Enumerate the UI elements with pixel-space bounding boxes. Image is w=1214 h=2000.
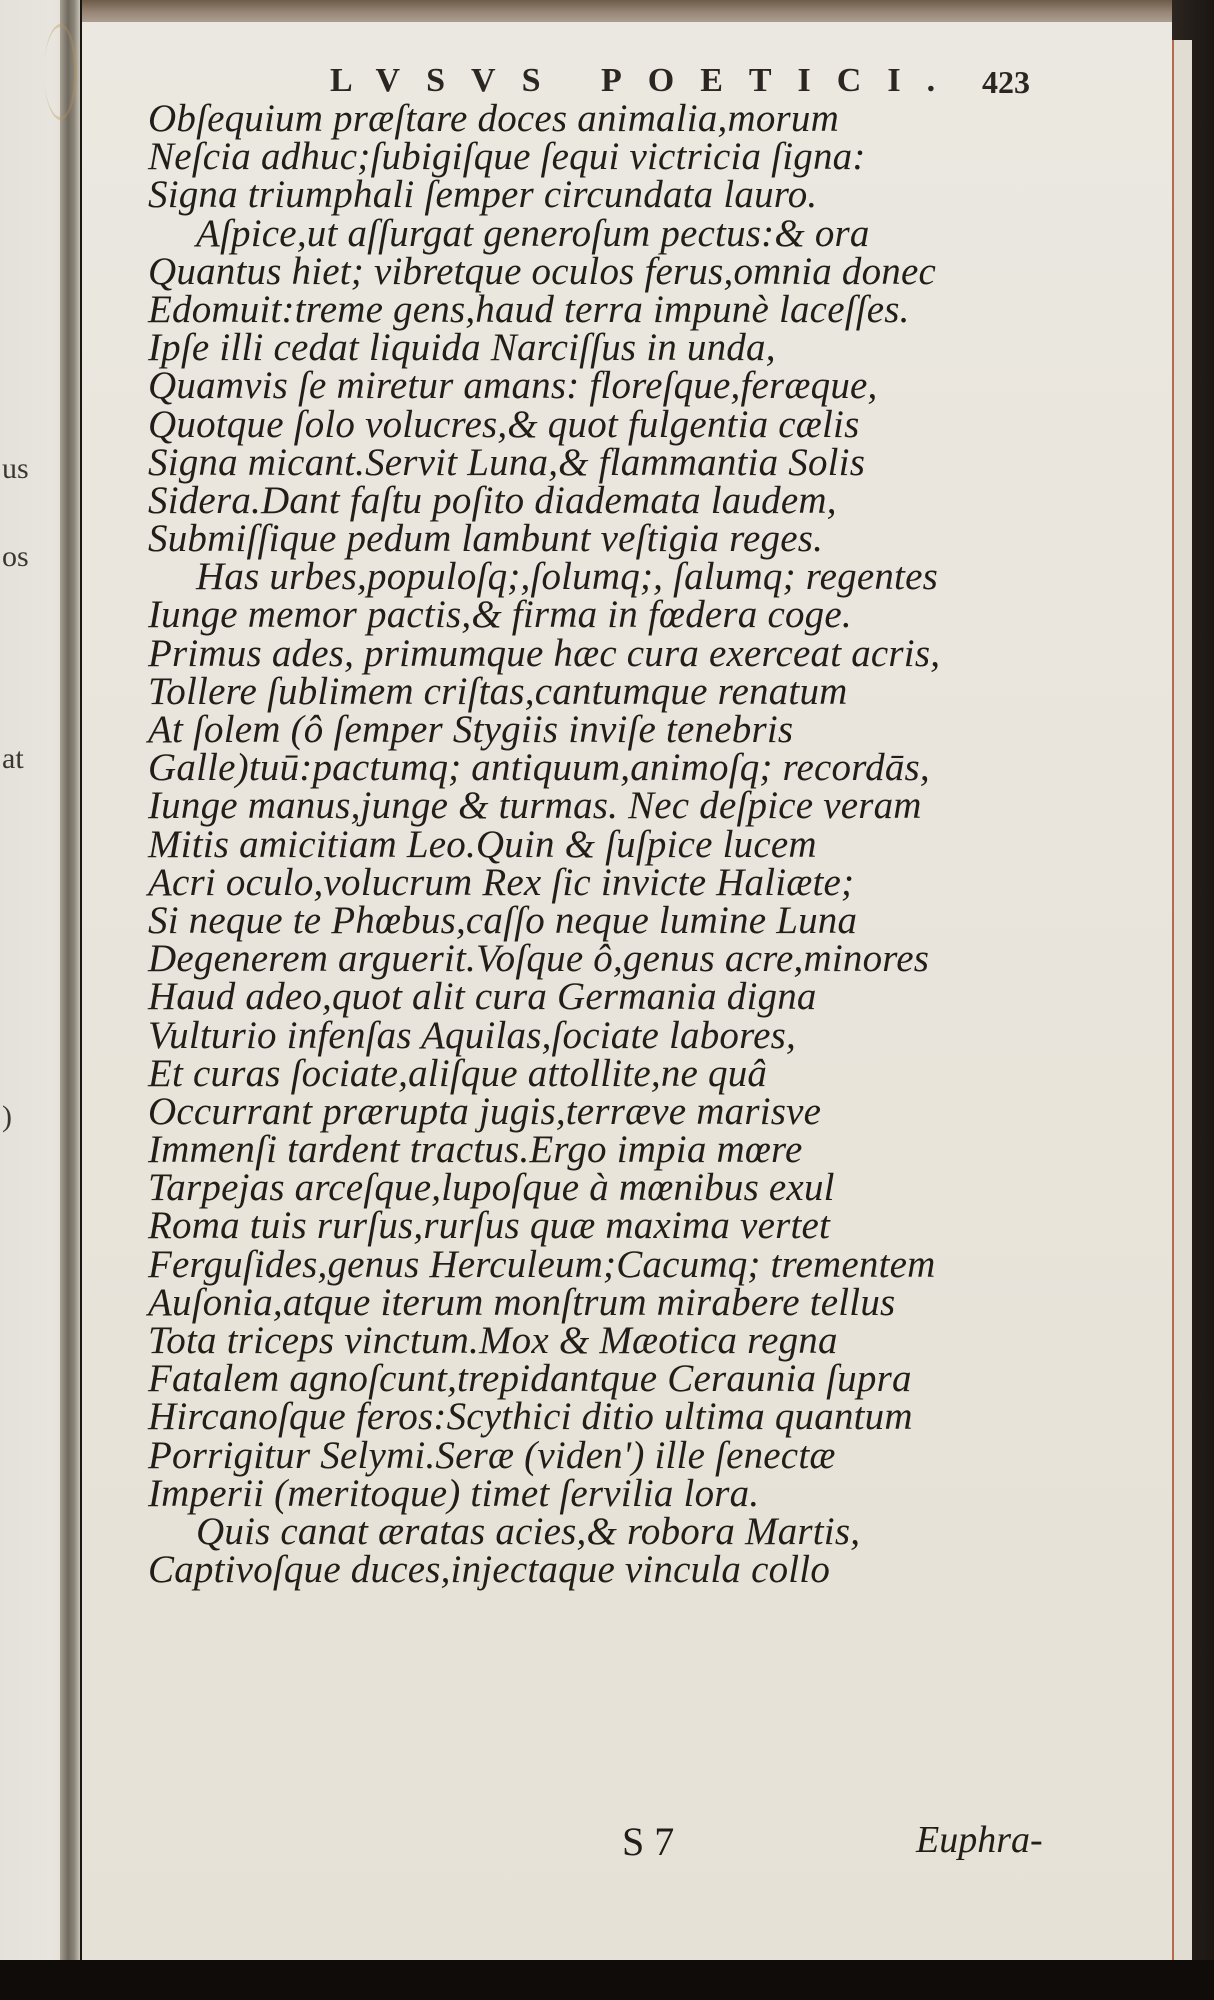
verse-line: Porrigitur Selymi.Seræ (viden') ille ſenectæ xyxy=(148,1433,836,1477)
verse-line: Galle)tuū:pactumq; antiquum,animoſq; recordās, xyxy=(148,746,930,790)
verse-line: Immenſi tardent tractus.Ergo impia mœre xyxy=(148,1128,803,1172)
verse-line: Submiſſique pedum lambunt veſtigia reges. xyxy=(148,517,824,561)
verse-line: Occurrant prærupta jugis,terræve marisve xyxy=(148,1089,822,1133)
bottom-shadow xyxy=(0,1960,1214,2000)
verse-line: Captivoſque duces,injectaque vincula collo xyxy=(148,1548,831,1592)
verse-line: Quotque ſolo volucres,& quot fulgentia cælis xyxy=(148,402,860,446)
verse-line: Roma tuis rurſus,rurſus quæ maxima vertet xyxy=(148,1204,831,1248)
verse-line: Haud adeo,quot alit cura Germania digna xyxy=(148,975,817,1019)
catchword: Euphra- xyxy=(916,1819,1043,1861)
verse-line: Signa triumphali ſemper circundata lauro. xyxy=(148,173,818,217)
verse-line: Quamvis ſe miretur amans: floreſque,feræque, xyxy=(148,364,878,408)
water-stain xyxy=(44,24,77,120)
verse-line: Acri oculo,volucrum Rex ſic invicte Haliæte; xyxy=(148,860,855,904)
verse-line: Tota triceps vinctum.Mox & Mæotica regna xyxy=(148,1319,838,1362)
verse-line: Vulturio infenſas Aquilas,ſociate labores, xyxy=(148,1013,796,1057)
verse-line: Iunge manus,junge & turmas. Nec deſpice veram xyxy=(148,784,922,828)
verse-line: Quantus hiet; vibretque oculos ferus,omnia donec xyxy=(148,249,937,293)
verse-line: Si neque te Phœbus,caſſo neque lumine Luna xyxy=(148,898,858,942)
signature-mark: S 7 xyxy=(622,1819,675,1864)
verse-line: Primus ades, primumque hæc cura exerceat acris, xyxy=(148,631,941,675)
previous-page-fragment: at xyxy=(2,742,24,775)
verse-line: Et curas ſociate,aliſque attollite,ne quâ xyxy=(148,1051,768,1095)
verse-line: Iunge memor pactis,& firma in fœdera coge. xyxy=(148,593,852,637)
previous-page-fragment: ) xyxy=(2,1100,12,1133)
verse-line: Aſpice,ut aſſurgat generoſum pectus:& ora xyxy=(196,211,870,255)
verse-line: Auſonia,atque iterum monſtrum mirabere tellus xyxy=(148,1280,896,1324)
previous-page-fragment: os xyxy=(2,540,29,573)
verse-line: Signa micant.Servit Luna,& flammantia Solis xyxy=(148,440,866,484)
verse-line: Fatalem agnoſcunt,trepidantque Ceraunia ſupra xyxy=(148,1357,912,1401)
verse-line: Hircanoſque feros:Scythici ditio ultima quantum xyxy=(148,1395,913,1439)
poem-text xyxy=(148,97,1108,1592)
verse-line: Mitis amicitiam Leo.Quin & ſuſpice lucem xyxy=(148,822,817,866)
right-page-edge xyxy=(1172,40,1192,1960)
verse-line: Ipſe illi cedat liquida Narciſſus in unda, xyxy=(148,326,776,370)
verse-line: Tollere ſublimem criſtas,cantumque renatum xyxy=(148,669,848,713)
verse-line: Quis canat æratas acies,& robora Martis, xyxy=(196,1509,861,1553)
verse-line: At ſolem (ô ſemper Stygiis inviſe tenebris xyxy=(148,708,794,751)
running-title: LVSVS POETICI. xyxy=(330,62,962,99)
verse-line: Edomuit:treme gens,haud terra impunè laceſſes. xyxy=(148,287,910,331)
verse-line: Obſequium præſtare doces animalia,morum xyxy=(148,97,839,140)
page-number: 423 xyxy=(982,64,1030,100)
verse-line: Tarpejas arceſque,lupoſque à mœnibus exul xyxy=(148,1166,835,1210)
verse-line: Ferguſides,genus Herculeum;Cacumq; trementem xyxy=(148,1242,936,1286)
verse-line: Imperii (meritoque) timet ſervilia lora. xyxy=(148,1471,760,1515)
verse-line: Has urbes,populoſq;,ſolumq;, ſalumq; regentes xyxy=(196,555,938,599)
book-gutter xyxy=(60,0,80,1980)
verse-line: Neſcia adhuc;ſubigiſque ſequi victricia ſigna: xyxy=(148,135,866,179)
verse-line: Sidera.Dant faſtu poſito diademata laudem, xyxy=(148,478,837,522)
verse-line: Degenerem arguerit.Voſque ô,genus acre,minores xyxy=(148,937,930,981)
previous-page-fragment: us xyxy=(2,452,29,485)
